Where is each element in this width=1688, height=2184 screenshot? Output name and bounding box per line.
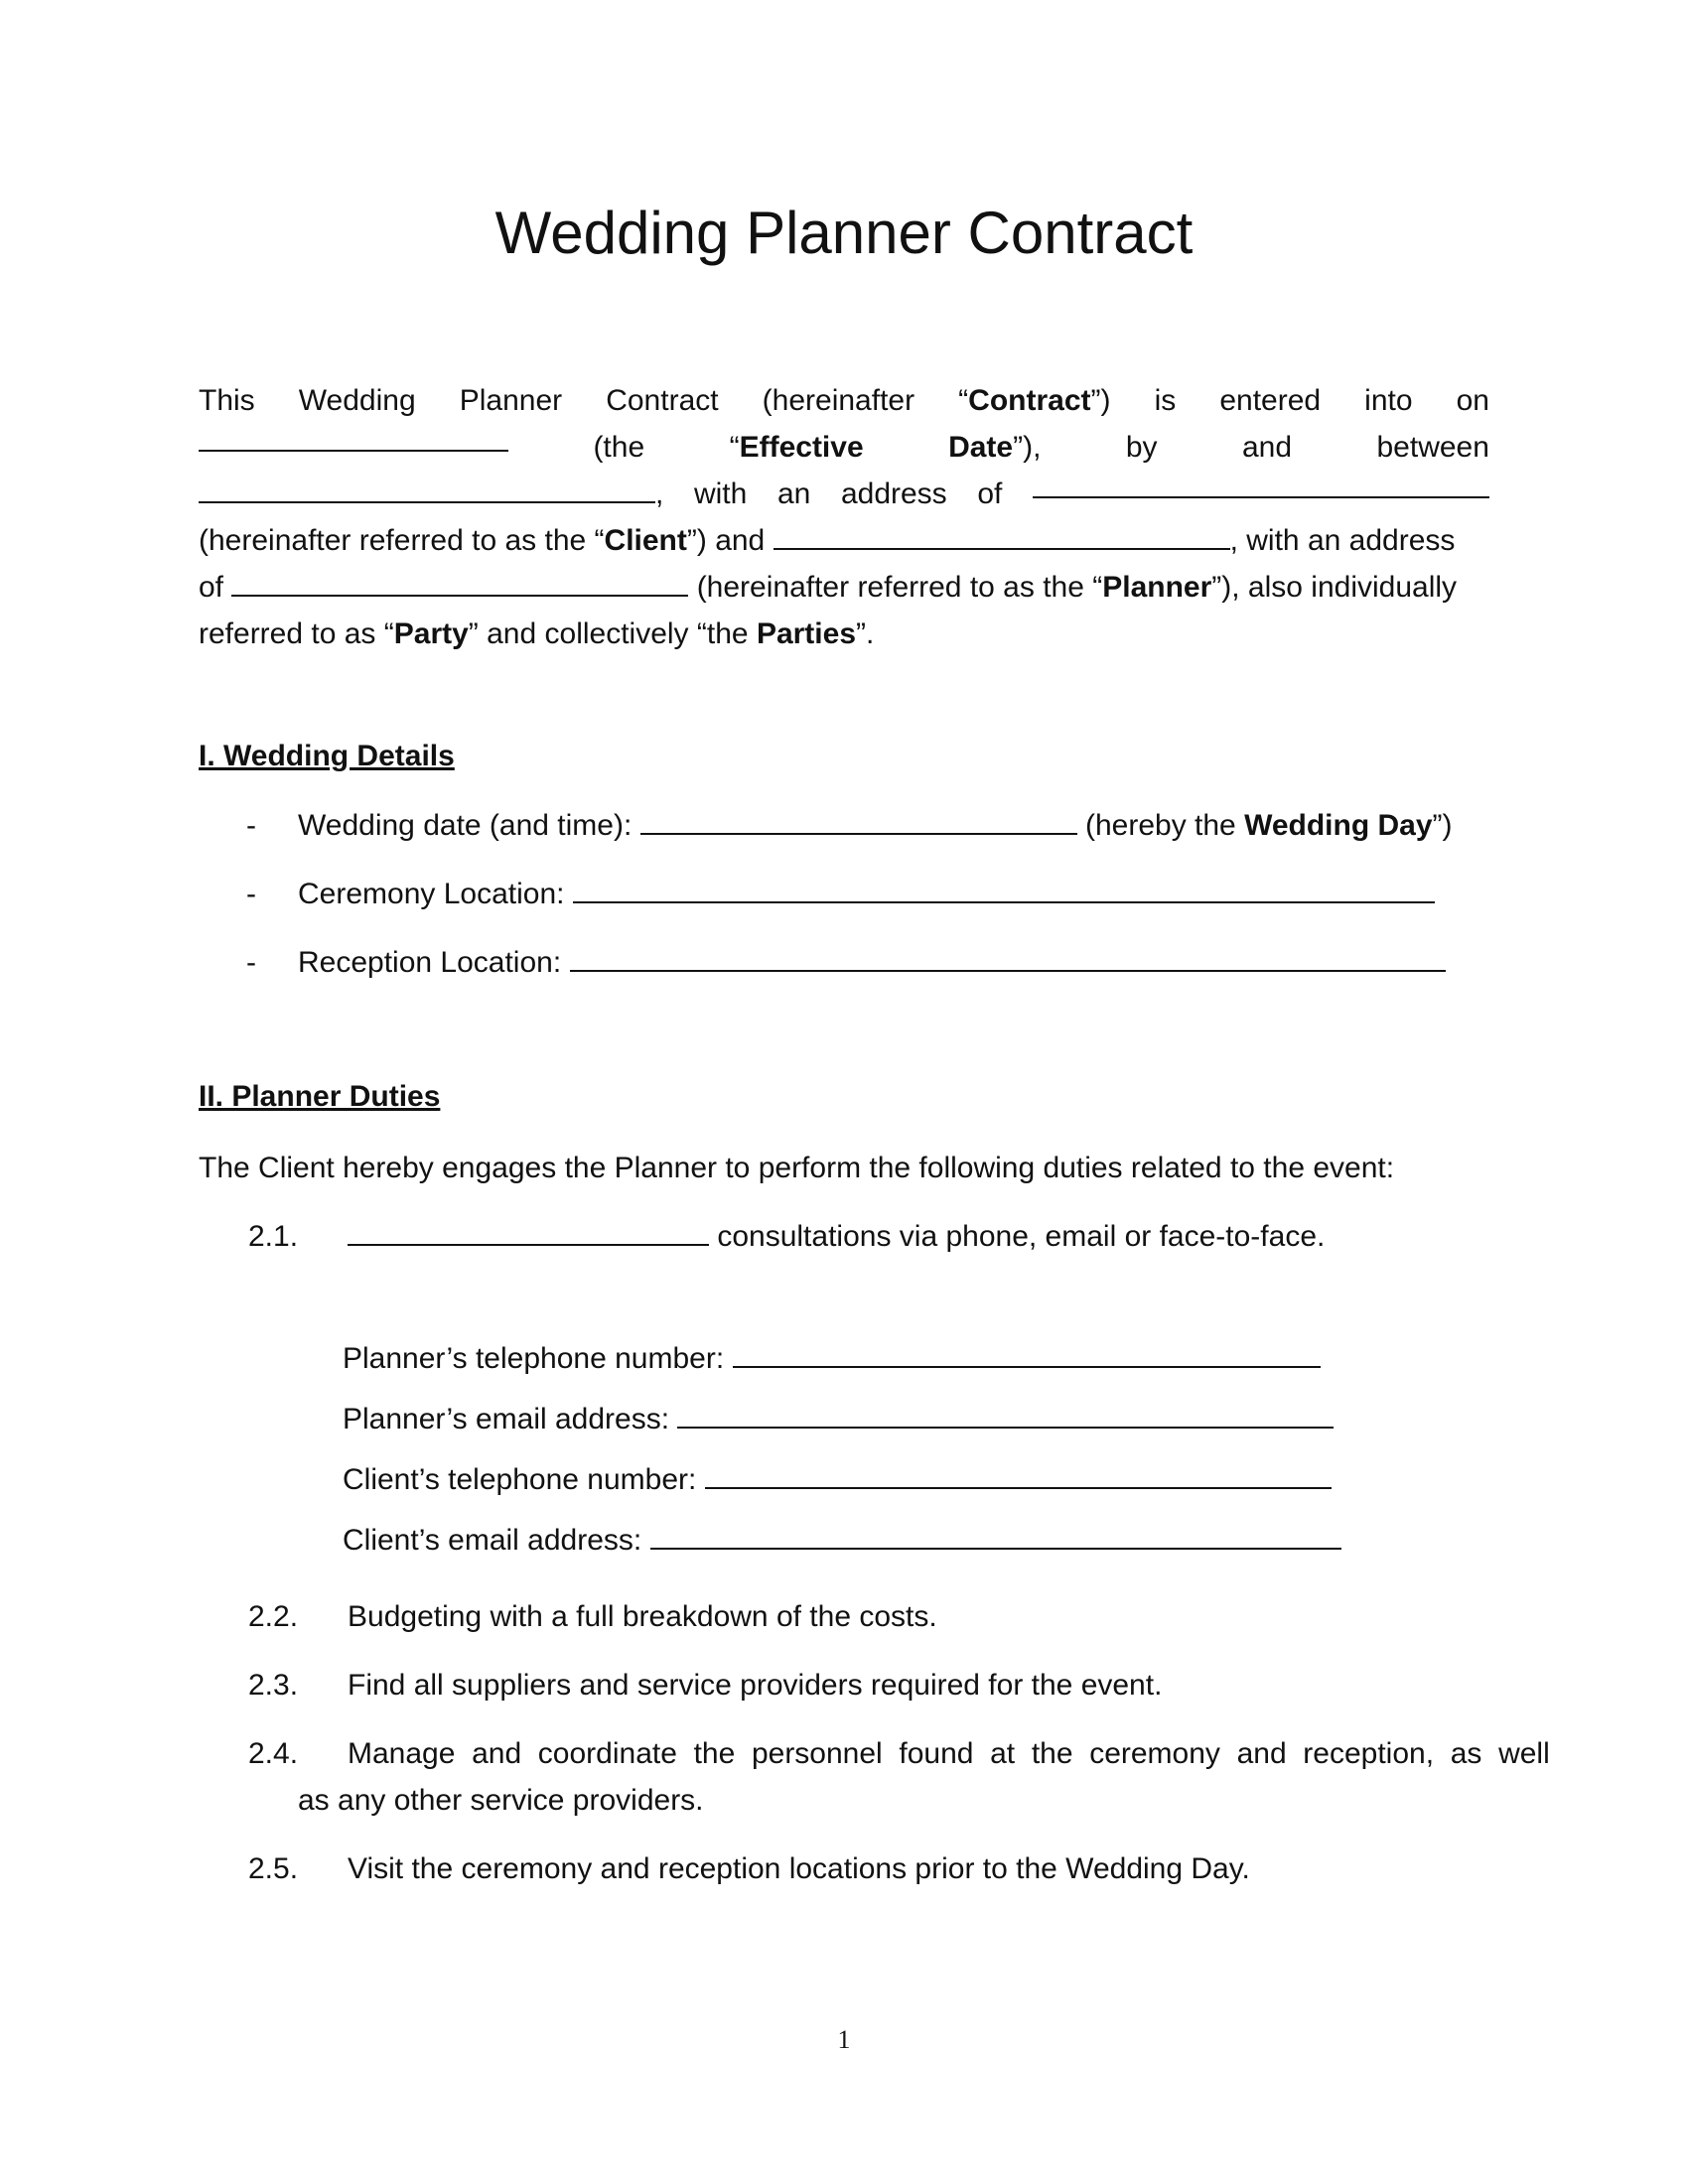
intro-word: between xyxy=(1376,431,1489,464)
planner-phone-line: Planner’s telephone number: xyxy=(343,1339,1321,1379)
effective-date-blank[interactable] xyxy=(199,424,508,452)
bullet-dash: - xyxy=(246,946,256,979)
planner-address-blank[interactable] xyxy=(231,569,688,597)
intro-word: and xyxy=(1242,431,1293,464)
item-number: 2.1. xyxy=(248,1220,299,1253)
ceremony-location-blank[interactable] xyxy=(573,876,1435,903)
section-heading-planner-duties: II. Planner Duties xyxy=(199,1080,441,1113)
party-term: Party xyxy=(393,617,469,650)
consultations-count-blank[interactable] xyxy=(348,1218,709,1246)
planner-name-blank[interactable] xyxy=(774,522,1230,550)
planner-email-blank[interactable] xyxy=(677,1401,1334,1429)
item-text-continued: as any other service providers. xyxy=(298,1784,704,1817)
intro-word: This xyxy=(199,384,255,417)
client-phone-line: Client’s telephone number: xyxy=(343,1460,1332,1500)
intro-word: entered xyxy=(1219,384,1322,417)
ceremony-location-line: Ceremony Location: xyxy=(298,875,1435,914)
intro-line-5: of (hereinafter referred to as the “Planner”), also individually xyxy=(199,571,1458,604)
effective-term: “Effective xyxy=(729,431,864,464)
intro-line-6: referred to as “Party” and collectively “the Parties”. xyxy=(199,617,875,650)
intro-word: Planner xyxy=(459,384,563,417)
item-text: Visit the ceremony and reception locations prior to the Wedding Day. xyxy=(348,1852,1250,1885)
contract-term: “Contract”) xyxy=(958,384,1111,417)
item-text: Find all suppliers and service providers required for the event. xyxy=(348,1669,1163,1702)
item-number: 2.2. xyxy=(248,1600,299,1633)
intro-line-4: (hereinafter referred to as the “Client”) and , with an address xyxy=(199,524,1456,557)
intro-word: of xyxy=(977,478,1003,510)
planner-term: Planner xyxy=(1102,571,1212,604)
client-name-blank[interactable] xyxy=(199,476,655,503)
client-email-blank[interactable] xyxy=(650,1522,1341,1550)
intro-word: is xyxy=(1154,384,1177,417)
client-name-group: , xyxy=(199,471,663,517)
section-heading-wedding-details: I. Wedding Details xyxy=(199,740,455,772)
wedding-date-blank[interactable] xyxy=(640,807,1077,835)
reception-location-line: Reception Location: xyxy=(298,943,1446,983)
item-text: Manage and coordinate the personnel found at the ceremony and reception, as well xyxy=(348,1737,1550,1770)
duties-lead-text: The Client hereby engages the Planner to perform the following duties related to the event: xyxy=(199,1152,1395,1184)
intro-word: address xyxy=(840,478,947,510)
client-address-blank[interactable] xyxy=(1033,471,1489,498)
client-phone-blank[interactable] xyxy=(705,1461,1332,1489)
planner-phone-blank[interactable] xyxy=(733,1340,1321,1368)
item-text: Budgeting with a full breakdown of the costs. xyxy=(348,1600,937,1633)
item-number: 2.3. xyxy=(248,1669,299,1702)
reception-location-blank[interactable] xyxy=(570,944,1446,972)
page-number: 1 xyxy=(837,2025,851,2054)
intro-line-3 xyxy=(199,471,1489,517)
document-page: Wedding Planner Contract This Wedding Planner Contract (hereinafter “Contract”) is entered into on (the “Effective Date”), by and between , with an address of (hereinafter referred to as the “Client”) and , with an address of (hereinafter referred to as the “Planner”), also individually referred to as “Party” and collectively “the Parties”. I. Wedding Details - Wedding date (and time): (hereby the Wedding Day”) - Ceremony Location: - Reception Location: II. Planner Duties The Client hereby engages the Planner to perform the following duties related to the event: 2.1. consultations via phone, email or face-to-face. Planner’s telephone number: Planner’s email address: Client’s telephone number: Client’s email address: 2.2. Budgeting with a full breakdown of the costs. 2.3. Find all suppliers and service providers required for the event. 2.4. Manage and coordinate the personnel found at the ceremony and reception, as well as any other service providers. 2.5. Visit the ceremony and reception locations prior to the Wedding Day. 1 xyxy=(199,200,1550,2054)
intro-line-1 xyxy=(199,377,1489,424)
client-term: Client xyxy=(604,524,687,557)
wedding-date-line: Wedding date (and time): (hereby the Wedding Day”) xyxy=(298,809,1453,842)
item-number: 2.5. xyxy=(248,1852,299,1885)
intro-word: an xyxy=(776,478,811,510)
intro-word: on xyxy=(1456,384,1489,417)
intro-word: (hereinafter xyxy=(762,384,915,417)
intro-line-2 xyxy=(199,424,1489,471)
intro-word: by xyxy=(1125,431,1158,464)
wedding-day-term: Wedding Day xyxy=(1244,809,1433,842)
date-term: Date”), xyxy=(948,431,1042,464)
intro-paragraph xyxy=(199,377,1489,657)
bullet-dash: - xyxy=(246,809,256,842)
intro-word: Wedding xyxy=(298,384,416,417)
client-email-line: Client’s email address: xyxy=(343,1521,1341,1561)
intro-word: (the xyxy=(593,431,645,464)
bullet-dash: - xyxy=(246,878,256,910)
item-number: 2.4. xyxy=(248,1737,299,1770)
page-title: Wedding Planner Contract xyxy=(494,200,1194,266)
parties-term: Parties xyxy=(756,617,857,650)
planner-email-line: Planner’s email address: xyxy=(343,1400,1334,1439)
intro-word: into xyxy=(1364,384,1413,417)
intro-word: Contract xyxy=(606,384,719,417)
intro-word: with xyxy=(693,478,748,510)
